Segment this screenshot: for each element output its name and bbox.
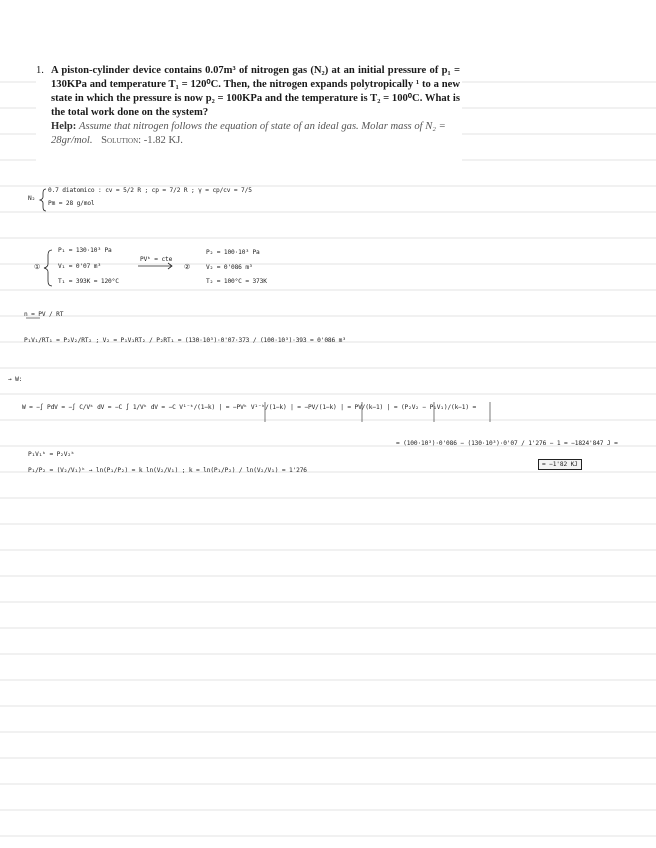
n2-label: N₂ <box>28 195 36 202</box>
state-1-volume: V₁ = 0'07 m³ <box>58 263 101 270</box>
work-numeric: = (100·10³)·0'086 − (130·10³)·0'07 / 1'276 − 1 = −1824'847 J = <box>396 440 618 447</box>
state-1-pressure: P₁ = 130·10³ Pa <box>58 247 112 254</box>
solution-text: Solution: -1.82 KJ. <box>101 135 183 146</box>
work-integral: W = −∫ PdV = −∫ C/Vᵏ dV = −C ∫ 1/Vᵏ dV = −C V¹⁻ᵏ/(1−k) | = −PVᵏ V¹⁻ᵏ/(1−k) | = −PV/(1−k) | = PV/(k−1) | = (P₂V₂ − P₁V₁)/(k−1) = <box>22 404 477 411</box>
state-2-volume: V₂ = 0'086 m³ <box>206 264 253 271</box>
problem-text: A piston-cylinder device contains 0.07m³ of nitrogen gas (N₂) at an initial pressure of p₁ = 130KPa and temperature T₁ = 120⁰C. Then, the nitrogen expands polytropically ¹ to a new state in which the pressure is now p₂ = 100KPa and the temperature is T₂ = 100⁰C. What is the total work done on the system? <box>51 65 460 118</box>
problem-number: 1. <box>36 65 44 76</box>
work-result: = −1'82 KJ <box>538 459 582 470</box>
process-label: PVᵏ = cte <box>140 256 173 263</box>
moles-formula: n = PV / RT <box>24 311 64 318</box>
state-2-temperature: T₂ = 100°C = 373K <box>206 278 267 285</box>
ideal-gas-ratio: P₁V₁/RT₁ = P₂V₂/RT₂ ; V₂ = P₁V₁RT₂ / P₂RT₁ = (130·10³)·0'07·373 / (100·10³)·393 = 0'086 m³ <box>24 337 346 344</box>
help-text: Assume that nitrogen follows the equation of state of an ideal gas. Molar mass of N₂ = 28gr/mol. <box>51 121 446 146</box>
n2-property-line-1: 0.7 diatomico : cv = 5/2 R ; cp = 7/2 R ; γ = cp/cv = 7/5 <box>48 187 252 194</box>
state-2-marker: ② <box>184 263 191 271</box>
help-label: Help: <box>51 121 77 132</box>
k-derivation: P₁/P₂ = (V₂/V₁)ᵏ → ln(P₁/P₂) = k ln(V₂/V₁) ; k = ln(P₁/P₂) / ln(V₂/V₁) = 1'276 <box>28 467 307 474</box>
state-1-temperature: T₁ = 393K = 120°C <box>58 278 119 285</box>
state-1-marker: ① <box>34 263 41 271</box>
polytropic-relation: P₁V₁ᵏ = P₂V₂ᵏ <box>28 451 75 458</box>
state-2-pressure: P₂ = 100·10³ Pa <box>206 249 260 256</box>
n2-property-line-2: Pm = 28 g/mol <box>48 200 95 207</box>
work-label: → W: <box>8 376 23 383</box>
work-result-wrap <box>538 461 582 468</box>
